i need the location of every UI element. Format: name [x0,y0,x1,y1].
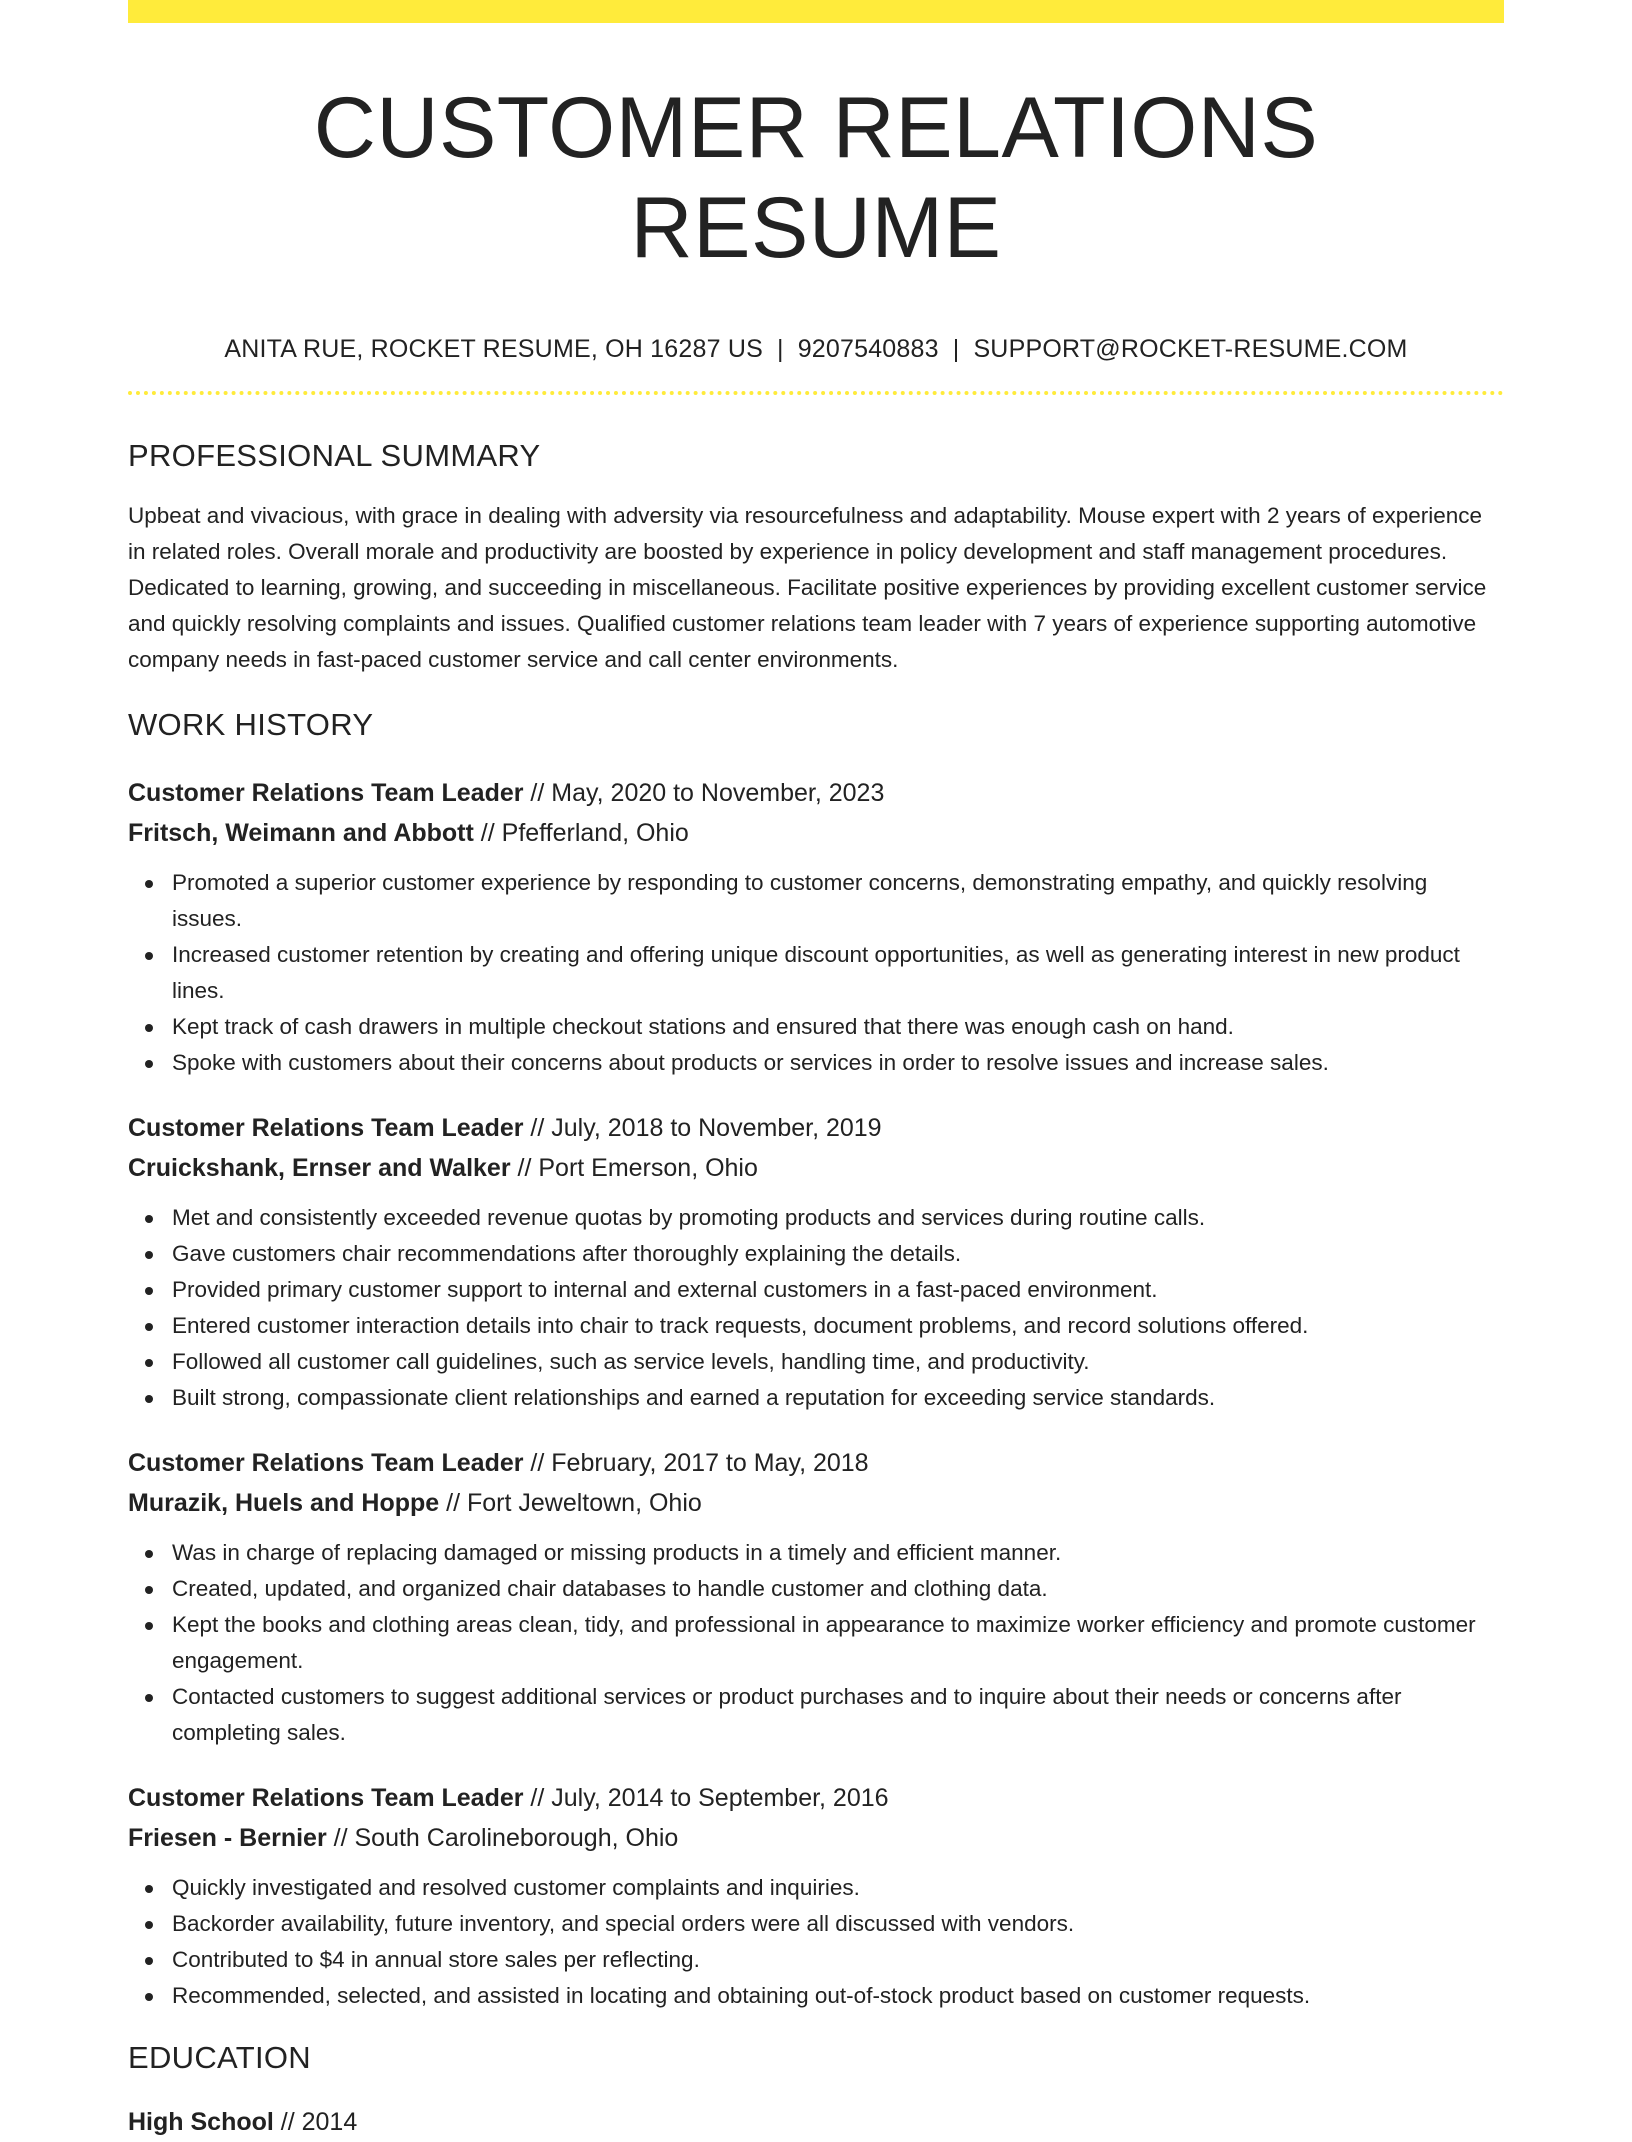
contact-separator: | [776,335,784,363]
job-bullet: Backorder availability, future inventory, and special orders were all discussed with vendors. [172,1906,1504,1942]
summary-heading: PROFESSIONAL SUMMARY [128,438,541,473]
job-separator: // [326,1824,355,1852]
job-title: Customer Relations Team Leader [128,1449,524,1477]
job-bullet: Was in charge of replacing damaged or missing products in a timely and efficient manner. [172,1535,1504,1571]
job-bullet-list [128,1200,1504,1416]
job-separator: // [439,1489,467,1517]
job-entry [128,1443,1504,1751]
job-bullet: Increased customer retention by creating and offering unique discount opportunities, as well as generating interest in new product lines. [172,937,1504,1009]
contact-line [128,334,1504,364]
job-dates: February, 2017 to May, 2018 [551,1449,869,1477]
contact-phone: 9207540883 [797,335,939,363]
dotted-divider [128,391,1504,395]
summary-text: Upbeat and vivacious, with grace in dealing with adversity via resourcefulness and adaptability. Mouse expert with 2 years of experience in related roles. Overall morale and productivity are boosted by experience in policy development and staff management procedures. Dedicated to learning, growing, and succeeding in miscellaneous. Facilitate positive experiences by providing excellent customer service and quickly resolving complaints and issues. Qualified customer relations team leader with 7 years of experience supporting automotive company needs in fast-paced customer service and call center environments. [128,503,1487,672]
job-company: Fritsch, Weimann and Abbott [128,819,474,847]
education-list [128,2102,1504,2142]
job-bullet: Promoted a superior customer experience by responding to customer concerns, demonstrating empathy, and quickly resolving issues. [172,865,1504,937]
job-bullet: Entered customer interaction details into chair to track requests, document problems, and record solutions offered. [172,1308,1504,1344]
job-title-line [128,773,1504,813]
job-bullet: Quickly investigated and resolved customer complaints and inquiries. [172,1870,1504,1906]
education-heading: EDUCATION [128,2040,311,2075]
job-separator: // [523,1784,552,1812]
contact-separator: | [952,335,960,363]
job-bullet: Kept the books and clothing areas clean, tidy, and professional in appearance to maximize worker efficiency and promote customer engagement. [172,1607,1504,1679]
job-company: Murazik, Huels and Hoppe [128,1489,440,1517]
job-separator: // [510,1154,539,1182]
job-title: Customer Relations Team Leader [128,779,524,807]
job-dates: May, 2020 to November, 2023 [551,779,885,807]
job-location: Fort Jeweltown, Ohio [466,1489,702,1517]
job-location: Pfefferland, Ohio [501,819,689,847]
job-bullet: Kept track of cash drawers in multiple checkout stations and ensured that there was enough cash on hand. [172,1009,1504,1045]
job-dates: July, 2018 to November, 2019 [551,1114,882,1142]
job-bullet: Followed all customer call guidelines, such as service levels, handling time, and productivity. [172,1344,1504,1380]
job-company: Cruickshank, Ernser and Walker [128,1154,511,1182]
job-bullet: Contributed to $4 in annual store sales per reflecting. [172,1942,1504,1978]
job-entry [128,1108,1504,1416]
job-separator: // [473,819,502,847]
resume-content [128,0,1504,2142]
job-title-line [128,1443,1504,1483]
work-history-heading: WORK HISTORY [128,707,374,742]
job-company: Friesen - Bernier [128,1824,327,1852]
education-separator: // [273,2108,302,2136]
job-bullet-list [128,865,1504,1081]
job-bullet: Gave customers chair recommendations after thoroughly explaining the details. [172,1236,1504,1272]
job-entry [128,773,1504,1081]
job-dates: July, 2014 to September, 2016 [551,1784,889,1812]
job-bullet: Spoke with customers about their concerns about products or services in order to resolve issues and increase sales. [172,1045,1504,1081]
job-bullet: Provided primary customer support to internal and external customers in a fast-paced environment. [172,1272,1504,1308]
job-bullet: Met and consistently exceeded revenue quotas by promoting products and services during routine calls. [172,1200,1504,1236]
job-location: South Carolineborough, Ohio [354,1824,679,1852]
job-bullet-list [128,1870,1504,2014]
job-location: Port Emerson, Ohio [538,1154,758,1182]
job-separator: // [523,1114,552,1142]
job-bullet-list [128,1535,1504,1751]
education-entry [128,2102,1504,2142]
job-company-line [128,1483,1504,1523]
work-history-list [128,773,1504,2014]
education-year: 2014 [301,2108,358,2136]
job-separator: // [523,779,552,807]
resume-title: CUSTOMER RELATIONS RESUME [313,80,1319,276]
job-title: Customer Relations Team Leader [128,1114,524,1142]
education-degree: High School [128,2108,274,2136]
job-company-line [128,813,1504,853]
job-title-line [128,1108,1504,1148]
contact-email: SUPPORT@ROCKET-RESUME.COM [973,335,1408,363]
job-bullet: Created, updated, and organized chair databases to handle customer and clothing data. [172,1571,1504,1607]
job-title-line [128,1778,1504,1818]
job-company-line [128,1818,1504,1858]
job-separator: // [523,1449,552,1477]
contact-address: ANITA RUE, ROCKET RESUME, OH 16287 US [224,335,763,363]
job-bullet: Recommended, selected, and assisted in locating and obtaining out-of-stock product based on customer requests. [172,1978,1504,2014]
job-bullet: Contacted customers to suggest additional services or product purchases and to inquire about their needs or concerns after completing sales. [172,1679,1504,1751]
job-title: Customer Relations Team Leader [128,1784,524,1812]
job-bullet: Built strong, compassionate client relationships and earned a reputation for exceeding service standards. [172,1380,1504,1416]
job-entry [128,1778,1504,2014]
job-company-line [128,1148,1504,1188]
